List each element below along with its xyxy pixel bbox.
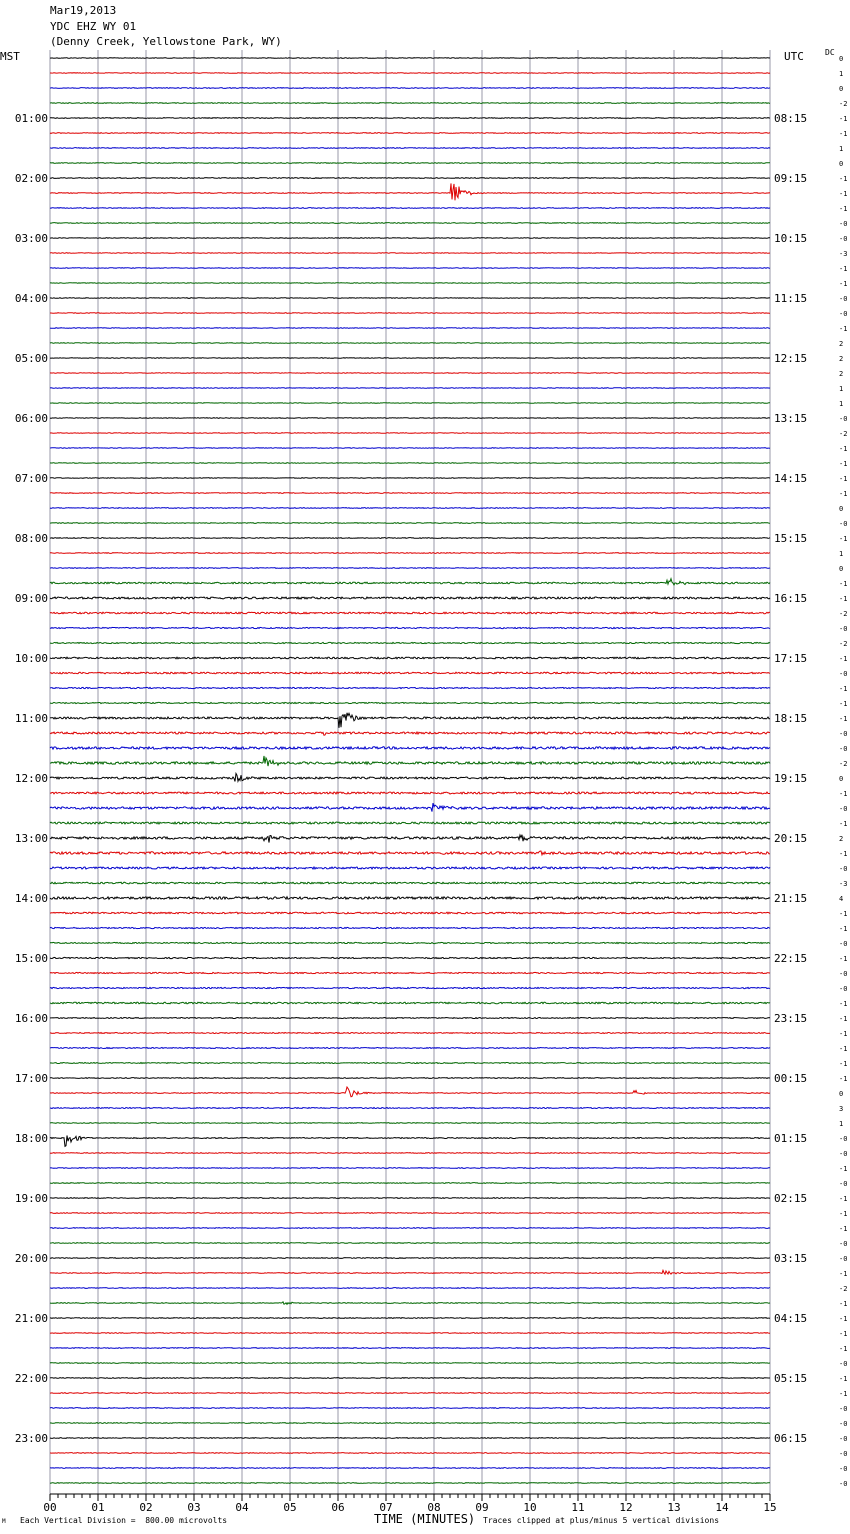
right-timezone-label: UTC (784, 50, 804, 63)
dc-offset-value: -3 (839, 880, 848, 888)
dc-offset-value: -0 (839, 1465, 848, 1473)
dc-offset-value: 0 (839, 565, 844, 573)
dc-offset-value: -1 (839, 535, 848, 543)
dc-offset-value: -0 (839, 805, 848, 813)
seismic-trace (50, 1423, 770, 1424)
dc-offset-value: -1 (839, 1390, 848, 1398)
dc-offset-value: -0 (839, 865, 848, 873)
dc-offset-value: -1 (839, 490, 848, 498)
dc-offset-value: -0 (839, 1240, 848, 1248)
scale-note: Each Vertical Division = 800.00 microvolts (20, 1516, 228, 1525)
seismic-trace (50, 597, 770, 599)
seismic-trace (50, 1468, 770, 1469)
utc-hour-label: 16:15 (774, 592, 808, 605)
seismic-trace (50, 1453, 770, 1454)
x-tick-label: 09 (475, 1501, 489, 1514)
dc-offset-value: -1 (839, 790, 848, 798)
dc-offset-value: -0 (839, 730, 848, 738)
seismic-trace (50, 463, 770, 464)
utc-hour-label: 15:15 (774, 532, 808, 545)
seismic-trace (50, 942, 770, 943)
seismic-trace (50, 882, 770, 884)
corner-mark: M (2, 1518, 6, 1525)
seismic-trace (50, 912, 770, 914)
dc-offset-value: -1 (839, 1075, 848, 1083)
x-tick-label: 10 (523, 1501, 537, 1514)
seismic-trace (50, 713, 770, 728)
dc-offset-value: -0 (839, 235, 848, 243)
mst-hour-label: 14:00 (14, 892, 48, 905)
utc-hour-label: 11:15 (774, 292, 808, 305)
x-tick-label: 08 (427, 1501, 441, 1514)
utc-hour-label: 20:15 (774, 832, 808, 845)
seismic-trace (50, 1213, 770, 1214)
utc-hour-label: 01:15 (774, 1132, 808, 1145)
mst-hour-label: 02:00 (14, 172, 48, 185)
seismic-trace (50, 972, 770, 973)
utc-hour-label: 13:15 (774, 412, 808, 425)
seismic-trace (50, 343, 770, 344)
station-code: YDC EHZ WY 01 (50, 20, 137, 33)
seismic-trace (50, 1363, 770, 1364)
mst-hour-label: 18:00 (14, 1132, 48, 1145)
dc-offset-value: -1 (839, 1210, 848, 1218)
seismic-trace (50, 1168, 770, 1169)
seismic-trace (50, 208, 770, 209)
seismic-trace (50, 508, 770, 509)
mst-hour-label: 23:00 (14, 1432, 48, 1445)
dc-offset-value: -1 (839, 1375, 848, 1383)
seismic-trace (50, 1348, 770, 1349)
dc-offset-value: -1 (839, 925, 848, 933)
seismic-trace (50, 1483, 770, 1484)
x-tick-label: 05 (283, 1501, 297, 1514)
dc-offset-value: -0 (839, 295, 848, 303)
dc-offset-value: -1 (839, 685, 848, 693)
seismic-trace (50, 1243, 770, 1244)
utc-hour-label: 09:15 (774, 172, 808, 185)
dc-offset-value: -2 (839, 760, 848, 768)
utc-hour-label: 03:15 (774, 1252, 808, 1265)
seismic-trace (50, 1183, 770, 1184)
dc-offset-value: -1 (839, 715, 848, 723)
dc-offset-value: -1 (839, 265, 848, 273)
dc-offset-value: -1 (839, 175, 848, 183)
mst-hour-label: 08:00 (14, 532, 48, 545)
dc-offset-value: 0 (839, 55, 844, 63)
station-location: (Denny Creek, Yellowstone Park, WY) (50, 35, 282, 48)
seismic-trace (50, 1333, 770, 1334)
mst-hour-label: 09:00 (14, 592, 48, 605)
dc-offset-value: -1 (839, 580, 848, 588)
seismic-trace (50, 118, 770, 119)
dc-offset-value: -0 (839, 625, 848, 633)
dc-offset-value: -0 (839, 985, 848, 993)
seismic-trace (50, 103, 770, 104)
seismic-trace (50, 1438, 770, 1439)
seismic-trace (50, 702, 770, 703)
seismic-trace (50, 1288, 770, 1289)
x-tick-label: 02 (139, 1501, 153, 1514)
dc-offset-value: -0 (839, 1450, 848, 1458)
seismic-trace (50, 553, 770, 554)
utc-hour-label: 23:15 (774, 1012, 808, 1025)
dc-offset-value: -1 (839, 460, 848, 468)
dc-offset-value: 2 (839, 340, 844, 348)
seismic-trace (50, 1002, 770, 1004)
dc-offset-value: -1 (839, 1345, 848, 1353)
seismic-trace (50, 1136, 770, 1147)
dc-offset-value: -0 (839, 1405, 848, 1413)
x-tick-label: 14 (715, 1501, 729, 1514)
dc-offset-value: -1 (839, 280, 848, 288)
dc-offset-value: -2 (839, 100, 848, 108)
dc-offset-value: -0 (839, 670, 848, 678)
x-tick-label: 04 (235, 1501, 249, 1514)
seismic-trace (50, 403, 770, 404)
dc-offset-value: 2 (839, 355, 844, 363)
seismic-trace (50, 1087, 770, 1097)
dc-offset-value: -1 (839, 1225, 848, 1233)
dc-offset-value: -1 (839, 1060, 848, 1068)
seismic-trace (50, 298, 770, 299)
seismic-trace (50, 1063, 770, 1064)
seismic-trace (50, 1302, 770, 1305)
mst-hour-label: 21:00 (14, 1312, 48, 1325)
mst-hour-label: 01:00 (14, 112, 48, 125)
dc-offset-value: -0 (839, 1435, 848, 1443)
dc-offset-value: -1 (839, 1000, 848, 1008)
utc-hour-label: 04:15 (774, 1312, 808, 1325)
mst-hour-label: 20:00 (14, 1252, 48, 1265)
dc-offset-value: -0 (839, 745, 848, 753)
seismic-trace (50, 835, 770, 843)
x-tick-label: 15 (763, 1501, 777, 1514)
utc-hour-label: 05:15 (774, 1372, 808, 1385)
x-tick-label: 00 (43, 1501, 57, 1514)
x-tick-label: 13 (667, 1501, 681, 1514)
seismic-trace (50, 867, 770, 869)
mst-hour-label: 06:00 (14, 412, 48, 425)
left-timezone-label: MST (0, 50, 20, 63)
x-axis-title: TIME (MINUTES) (374, 1512, 476, 1526)
seismic-trace (50, 1153, 770, 1154)
dc-offset-value: -0 (839, 310, 848, 318)
x-tick-label: 01 (91, 1501, 105, 1514)
seismic-trace (50, 448, 770, 449)
seismic-trace (50, 1408, 770, 1409)
utc-hour-label: 18:15 (774, 712, 808, 725)
dc-offset-value: -2 (839, 1285, 848, 1293)
seismic-trace (50, 163, 770, 164)
utc-hour-label: 08:15 (774, 112, 808, 125)
seismic-trace (50, 803, 770, 812)
seismic-trace (50, 792, 770, 794)
dc-offset-value: -1 (839, 205, 848, 213)
dc-offset-value: 0 (839, 775, 844, 783)
dc-offset-value: -1 (839, 1030, 848, 1038)
utc-hour-label: 14:15 (774, 472, 808, 485)
dc-offset-value: -0 (839, 220, 848, 228)
dc-offset-value: 4 (839, 895, 844, 903)
utc-hour-label: 02:15 (774, 1192, 808, 1205)
seismic-trace (50, 957, 770, 958)
dc-offset-value: 2 (839, 835, 844, 843)
seismic-trace (50, 148, 770, 149)
seismic-trace (50, 238, 770, 239)
mst-hour-label: 12:00 (14, 772, 48, 785)
utc-hour-label: 12:15 (774, 352, 808, 365)
mst-hour-label: 22:00 (14, 1372, 48, 1385)
seismic-trace (50, 687, 770, 688)
seismic-trace (50, 1108, 770, 1109)
dc-offset-value: -0 (839, 1360, 848, 1368)
mst-hour-label: 10:00 (14, 652, 48, 665)
seismic-trace (50, 672, 770, 674)
dc-offset-value: -1 (839, 1315, 848, 1323)
dc-offset-value: -1 (839, 115, 848, 123)
dc-offset-value: -0 (839, 415, 848, 423)
seismic-trace (50, 493, 770, 494)
dc-offset-value: -2 (839, 640, 848, 648)
dc-offset-value: 1 (839, 550, 844, 558)
seismic-trace (50, 313, 770, 314)
dc-offset-value: -1 (839, 445, 848, 453)
seismic-trace (50, 358, 770, 359)
plot-date: Mar19,2013 (50, 4, 117, 17)
dc-offset-value: -0 (839, 1420, 848, 1428)
dc-offset-value: -0 (839, 970, 848, 978)
seismic-trace (50, 822, 770, 824)
seismic-trace (50, 657, 770, 659)
seismic-trace (50, 897, 770, 899)
dc-offset-value: -1 (839, 1165, 848, 1173)
seismic-trace (50, 1033, 770, 1034)
seismic-trace (50, 579, 770, 585)
dc-offset-value: -1 (839, 820, 848, 828)
dc-offset-value: -1 (839, 190, 848, 198)
seismic-trace (50, 747, 770, 749)
seismic-trace (50, 178, 770, 179)
seismic-trace (50, 223, 770, 224)
clip-note: Traces clipped at plus/minus 5 vertical divisions (483, 1516, 720, 1525)
dc-offset-value: 1 (839, 400, 844, 408)
utc-hour-label: 17:15 (774, 652, 808, 665)
dc-offset-value: 3 (839, 1105, 844, 1113)
seismic-trace (50, 612, 770, 614)
dc-offset-value: -0 (839, 1135, 848, 1143)
mst-hour-label: 11:00 (14, 712, 48, 725)
dc-offset-value: -0 (839, 1480, 848, 1488)
dc-offset-value: -1 (839, 955, 848, 963)
mst-hour-label: 04:00 (14, 292, 48, 305)
dc-offset-value: -2 (839, 610, 848, 618)
seismic-trace (50, 253, 770, 254)
dc-offset-value: -0 (839, 1180, 848, 1188)
dc-offset-value: -1 (839, 1195, 848, 1203)
mst-hour-label: 16:00 (14, 1012, 48, 1025)
seismic-trace (50, 1258, 770, 1259)
seismic-trace (50, 568, 770, 569)
dc-offset-value: -1 (839, 655, 848, 663)
dc-offset-value: -0 (839, 1255, 848, 1263)
seismic-trace (50, 388, 770, 389)
x-tick-label: 03 (187, 1501, 201, 1514)
seismic-trace (50, 987, 770, 988)
seismic-trace (50, 1393, 770, 1394)
dc-offset-value: -3 (839, 250, 848, 258)
dc-offset-value: -1 (839, 910, 848, 918)
seismic-trace (50, 58, 770, 59)
seismic-trace (50, 1198, 770, 1199)
seismic-trace (50, 1228, 770, 1229)
mst-hour-label: 15:00 (14, 952, 48, 965)
dc-offset-value: -0 (839, 940, 848, 948)
seismic-trace (50, 1078, 770, 1079)
seismic-trace (50, 523, 770, 524)
utc-hour-label: 21:15 (774, 892, 808, 905)
dc-offset-value: -1 (839, 1015, 848, 1023)
x-tick-label: 12 (619, 1501, 633, 1514)
seismic-trace (50, 774, 770, 782)
mst-hour-label: 03:00 (14, 232, 48, 245)
dc-offset-value: 0 (839, 1090, 844, 1098)
x-tick-label: 11 (571, 1501, 585, 1514)
dc-offset-value: 1 (839, 145, 844, 153)
seismic-trace (50, 1018, 770, 1019)
mst-hour-label: 19:00 (14, 1192, 48, 1205)
seismic-trace (50, 927, 770, 928)
mst-hour-label: 13:00 (14, 832, 48, 845)
seismic-trace (50, 73, 770, 74)
seismic-trace (50, 627, 770, 628)
dc-offset-value: 2 (839, 370, 844, 378)
seismic-trace (50, 268, 770, 269)
seismic-trace (50, 418, 770, 419)
utc-hour-label: 19:15 (774, 772, 808, 785)
seismic-trace (50, 373, 770, 374)
mst-hour-label: 17:00 (14, 1072, 48, 1085)
seismic-trace (50, 1048, 770, 1049)
dc-offset-value: -1 (839, 700, 848, 708)
dc-offset-value: 0 (839, 85, 844, 93)
x-tick-label: 07 (379, 1501, 393, 1514)
utc-hour-label: 00:15 (774, 1072, 808, 1085)
dc-offset-value: 0 (839, 160, 844, 168)
dc-offset-value: -1 (839, 595, 848, 603)
dc-offset-value: -1 (839, 130, 848, 138)
seismic-trace (50, 538, 770, 539)
seismic-trace (50, 183, 770, 200)
dc-offset-value: -1 (839, 1270, 848, 1278)
seismic-trace (50, 756, 770, 766)
mst-hour-label: 05:00 (14, 352, 48, 365)
mst-hour-label: 07:00 (14, 472, 48, 485)
dc-offset-value: -1 (839, 1330, 848, 1338)
seismic-trace (50, 328, 770, 329)
seismic-trace (50, 1318, 770, 1319)
dc-offset-value: -1 (839, 475, 848, 483)
dc-offset-value: -1 (839, 1045, 848, 1053)
dc-offset-value: -1 (839, 1300, 848, 1308)
utc-hour-label: 10:15 (774, 232, 808, 245)
x-tick-label: 06 (331, 1501, 345, 1514)
dc-offset-value: 1 (839, 1120, 844, 1128)
seismic-trace (50, 851, 770, 855)
seismic-trace (50, 1378, 770, 1379)
dc-offset-value: -0 (839, 1150, 848, 1158)
seismic-trace (50, 478, 770, 479)
utc-hour-label: 06:15 (774, 1432, 808, 1445)
dc-offset-value: 1 (839, 385, 844, 393)
dc-offset-value: 1 (839, 70, 844, 78)
seismic-trace (50, 88, 770, 89)
dc-offset-value: -1 (839, 850, 848, 858)
seismic-trace (50, 1123, 770, 1124)
utc-hour-label: 22:15 (774, 952, 808, 965)
seismic-trace (50, 732, 770, 735)
seismic-trace (50, 433, 770, 434)
dc-offset-value: 0 (839, 505, 844, 513)
dc-offset-header: DC (825, 48, 835, 57)
dc-offset-value: -1 (839, 325, 848, 333)
seismic-trace (50, 642, 770, 643)
dc-offset-value: -2 (839, 430, 848, 438)
seismic-trace (50, 283, 770, 284)
seismic-trace (50, 133, 770, 134)
dc-offset-value: -0 (839, 520, 848, 528)
seismic-trace (50, 1270, 770, 1274)
